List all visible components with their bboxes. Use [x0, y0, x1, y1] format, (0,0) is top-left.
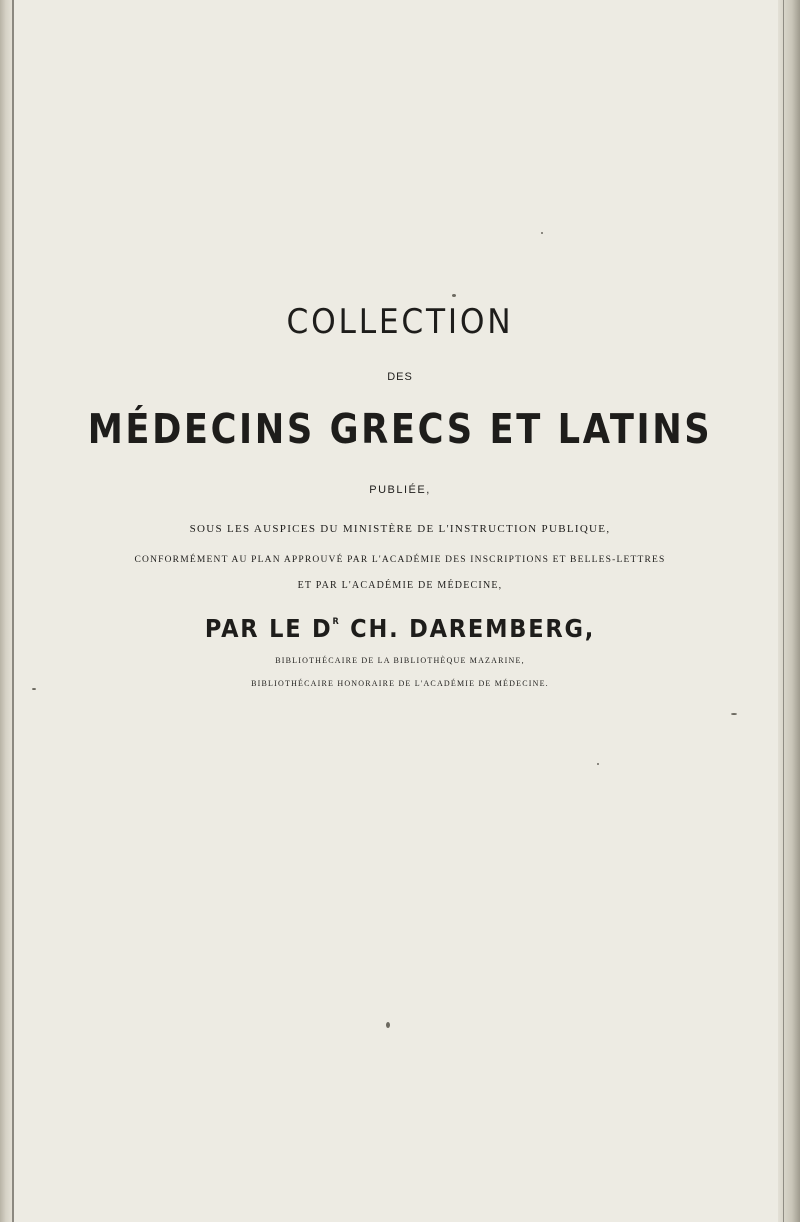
- right-page-edge: [778, 0, 800, 1222]
- author-prefix: PAR LE D: [204, 614, 333, 643]
- publiee-line: PUBLIÉE,: [369, 484, 431, 496]
- academie-line: ET PAR L'ACADÉMIE DE MÉDECINE,: [297, 580, 503, 591]
- author-name: CH. DAREMBERG,: [340, 614, 596, 643]
- author-title-superscript: R: [332, 617, 341, 627]
- collection-heading: COLLECTION: [286, 302, 514, 342]
- paper-speck: [731, 713, 737, 715]
- des-line: DES: [387, 371, 413, 383]
- main-title: MÉDECINS GRECS ET LATINS: [87, 405, 713, 453]
- right-edge-line: [783, 0, 784, 1222]
- paper-speck: [386, 1022, 390, 1028]
- auspices-line: SOUS LES AUSPICES DU MINISTÈRE DE L'INSTRUCTION PUBLIQUE,: [189, 523, 611, 535]
- paper-speck: [541, 232, 543, 234]
- left-edge-line: [12, 0, 14, 1222]
- author-role-1: BIBLIOTHÉCAIRE DE LA BIBLIOTHÈQUE MAZARINE,: [275, 656, 525, 665]
- author-line: [40, 614, 760, 643]
- author-role-2: BIBLIOTHÉCAIRE HONORAIRE DE L'ACADÉMIE DE MÉDECINE.: [251, 679, 549, 688]
- conformement-line: CONFORMÉMENT AU PLAN APPROUVÉ PAR L'ACADÉMIE DES INSCRIPTIONS ET BELLES-LETTRES: [134, 555, 666, 565]
- paper-speck: [597, 763, 599, 765]
- paper-speck: [452, 294, 456, 297]
- paper-speck: [32, 688, 36, 690]
